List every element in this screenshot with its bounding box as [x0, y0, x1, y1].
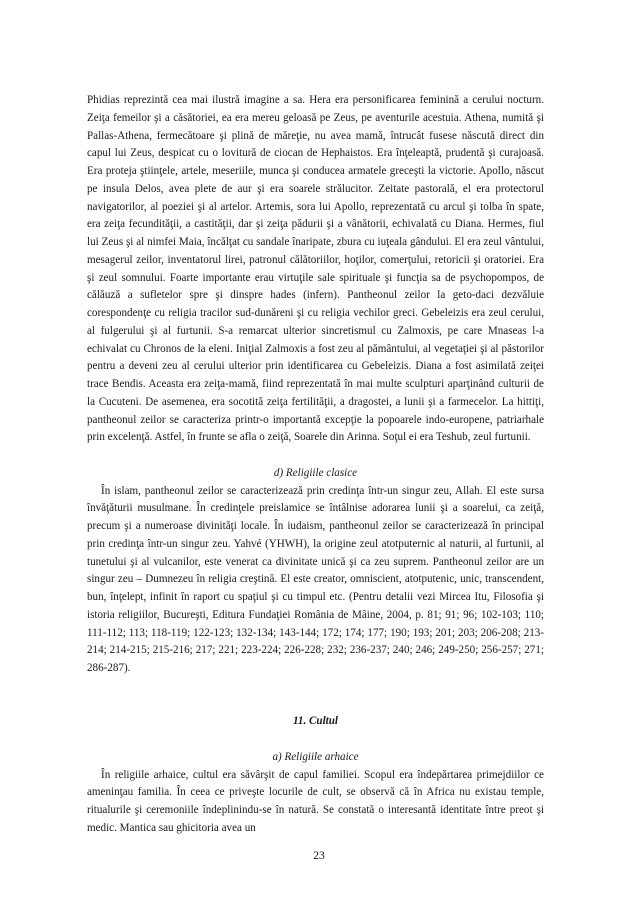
paragraph-greek-gods: Phidias reprezintă cea mai ilustră imagine a sa. Hera era personificarea feminină a cerului nocturn. Zeiţa femeilor şi a căsătoriei, ea era mereu geloasă pe Zeus, pe aventurile acestuia. Athena, numită şi Pallas-Athena, fermecătoare şi plină de măreţie, nu avea mamă, întrucât fusese născută direct din capul lui Zeus, despicat cu o lovitură de ciocan de Hephaistos. Era înţeleaptă, prudentă şi curajoasă. Era proteja ştiinţele, artele, meseriile, munca şi conducea armatele greceşti la victorie. Apollo, născut pe insula Delos, avea plete de aur şi era soarele strălucitor. Zeitate pastorală, el era protectorul navigatorilor, al poeziei şi al artelor. Artemis, sora lui Apollo, reprezentată cu arcul şi tolba în spate, era zeiţa fecundităţii, a castităţii, dar şi zeiţa pădurii şi a vânătorii, echivalată cu Diana. Hermes, fiul lui Zeus şi al nimfei Maia, încălţat cu sandale înaripate, zbura cu iuţeala gândului. El era zeul vântului, mesagerul zeilor, inventatorul lirei, patronul călătoriilor, hoţilor, comerţului, retoricii şi oratoriei. Era şi zeul somnului. Foarte importante erau virtuţile sale spirituale şi funcţia sa de psychopompos, de călăuză a sufletelor spre şi dinspre hades (infern). Pantheonul zeilor la geto-daci dezvăluie corespondenţe cu religia tracilor sud-dunăreni şi cu religia vechilor greci. Gebeleizis era zeul cerului, al fulgerului şi al furtunii. S-a remarcat ulterior sincretismul cu Zalmoxis, pe care Mnaseas l-a echivalat cu Chronos de la eleni. Iniţial Zalmoxis a fost zeu al pământului, al vegetaţiei şi al păstorilor pentru a deveni zeu al cerului ulterior prin identificarea cu Gebeleizis. Diana a fost asimilată zeiţei trace Bendis. Aceasta era zeiţa-mamă, fiind reprezentată în mai multe sculpturi aparţinând culturii de la Cucuteni. De asemenea, era socotită zeiţa fertilităţii, a dragostei, a lunii şi a farmecelor. La hittiţi, pantheonul zeilor se caracteriza printr-o importantă excepţie la popoarele indo-europene, patriarhale prin excelenţă. Astfel, în frunte se afla o zeiţă, Soarele din Arinna. Soţul ei era Teshub, zeul furtunii.: [87, 94, 544, 444]
section-heading-classical-religions: d) Religiile clasice: [273, 466, 358, 479]
spacer: [87, 678, 544, 714]
spacer: [87, 731, 544, 749]
spacer: [87, 447, 544, 465]
paragraph-archaic-cult: În religiile arhaice, cultul era săvârşit de capul familiei. Scopul era îndepărtarea primejdiilor ce ameninţau familia. În ceea ce priveşte locurile de cult, se observă că în Africa nu existau temple, ritualurile şi ceremoniile îndeplinindu-se în natură. Se constată o interesantă identitate între preot şi medic. Mantica sau ghicitoria avea un: [87, 768, 544, 834]
page-text: [87, 92, 544, 838]
page-number: 23: [313, 850, 325, 862]
chapter-heading-cult: 11. Cultul: [292, 715, 338, 728]
paragraph-classical-religions: În islam, pantheonul zeilor se caracterizează prin credinţa într-un singur zeu, Allah. El este sursa învăţăturii musulmane. În credinţele preislamice se întâlnise adorarea lunii şi a soarelui, ca zeiţă, precum şi a numeroase divinităţi locale. În iudaism, pantheonul zeilor se caracterizează în principal prin credinţa într-un singur zeu. Yahvé (YHWH), la origine zeul atotputernic al naturii, al furtunii, al tunetului şi al vulcanilor, este venerat ca divinitate unică şi ca zeu suprem. Pantheonul zeilor are un singur zeu – Dumnezeu în religia creştină. El este creator, omniscient, atotputenic, unic, transcendent, bun, înţelept, infinit în raport cu spaţiul şi cu timpul etc. (Pentru detalii vezi Mircea Itu, Filosofia şi istoria religiilor, Bucureşti, Editura Fundaţiei România de Mâine, 2004, p. 81; 91; 96; 102-103; 110; 111-112; 113; 118-119; 122-123; 132-134; 143-144; 172; 174; 177; 190; 193; 201; 203; 206-208; 213-214; 214-215; 215-216; 217; 221; 223-224; 226-228; 232; 236-237; 240; 246; 249-250; 256-257; 271; 286-287).: [87, 484, 544, 674]
section-heading-archaic-religions: a) Religiile arhaice: [272, 750, 359, 763]
